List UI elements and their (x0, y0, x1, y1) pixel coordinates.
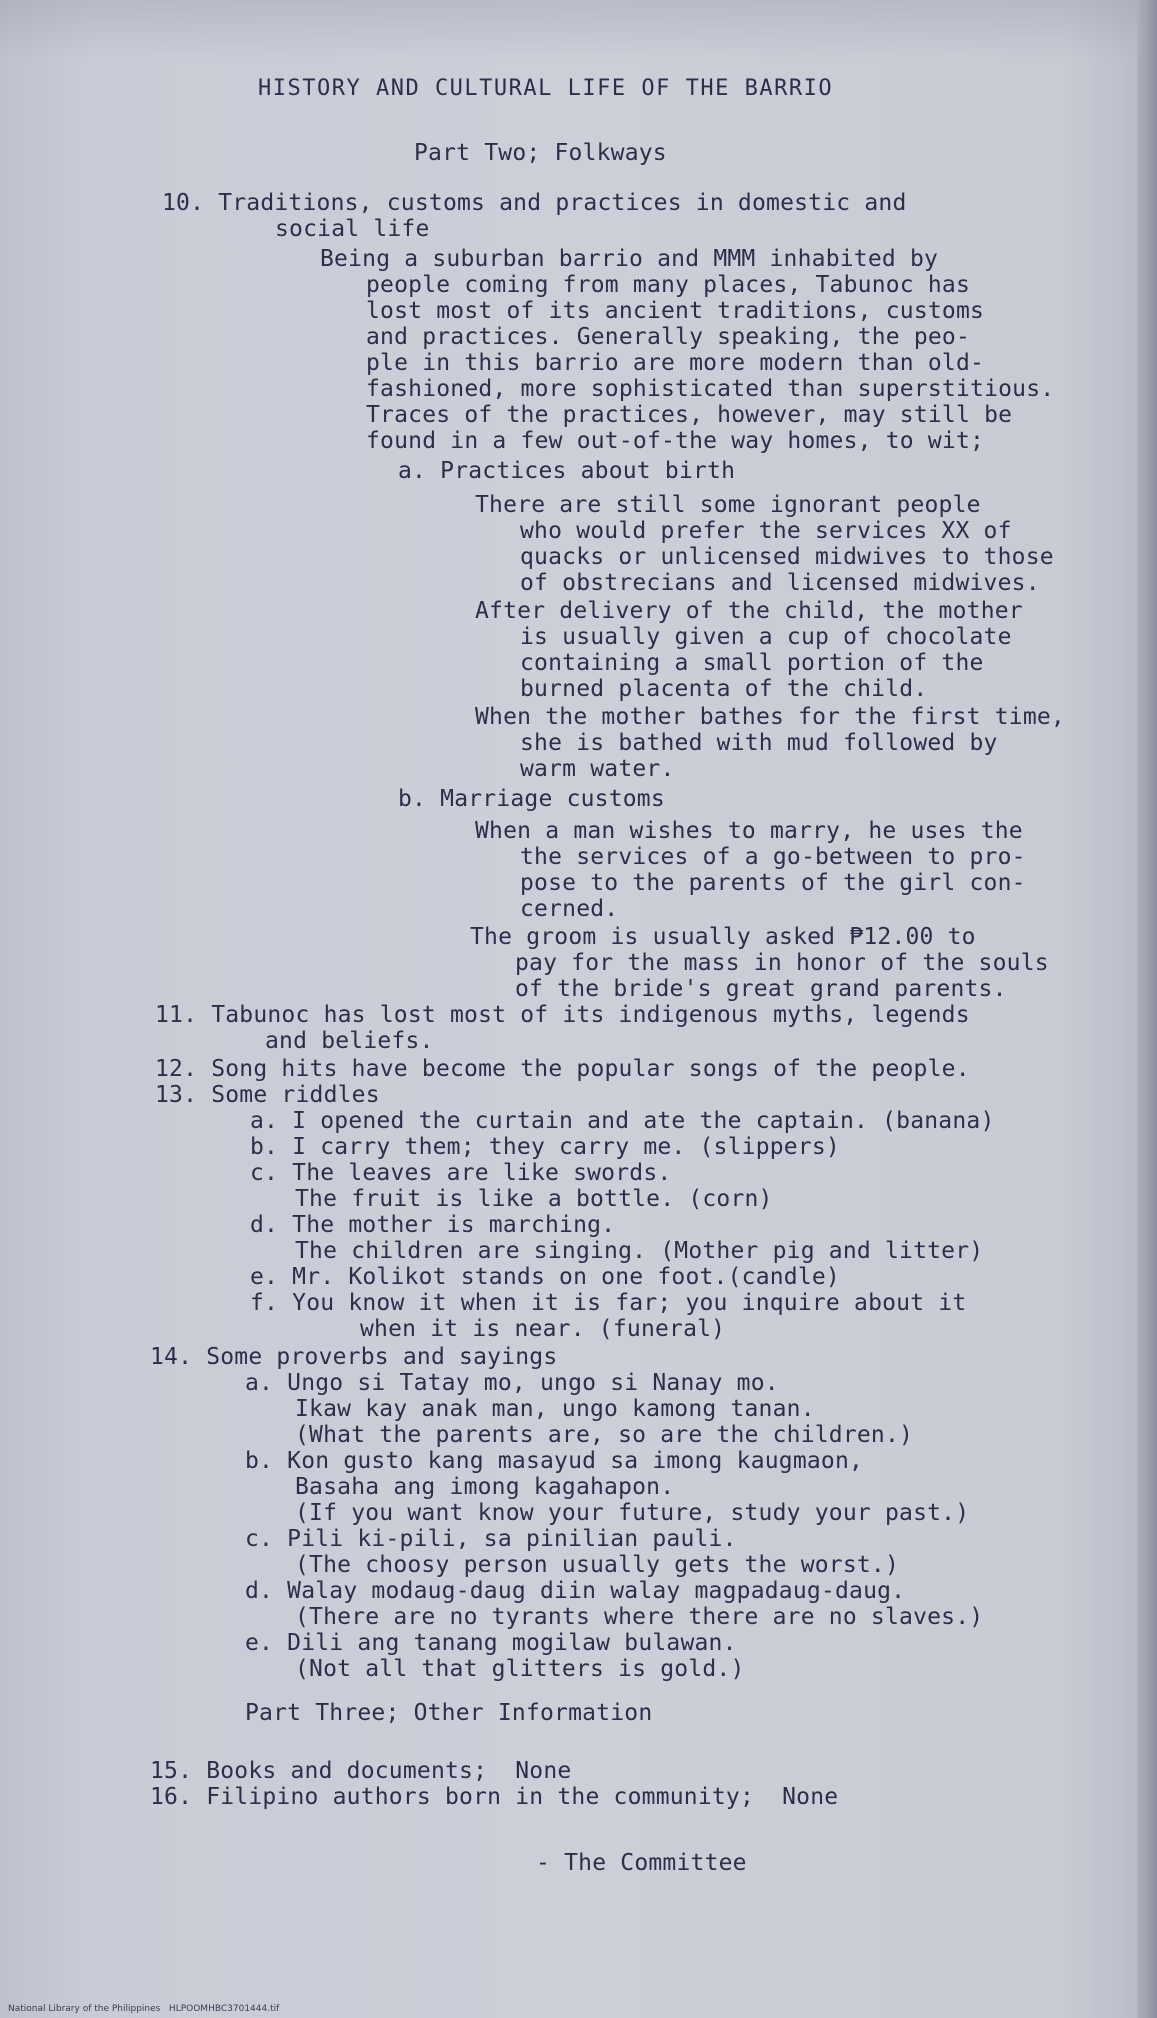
section-a-line: quacks or unlicensed midwives to those (520, 544, 1054, 570)
intro-line: Traces of the practices, however, may still be (366, 402, 1013, 428)
section-a-line: containing a small portion of the (520, 650, 984, 676)
proverb-line: c. Pili ki-pili, sa pinilian pauli. (245, 1526, 737, 1552)
proverb-line: (The choosy person usually gets the worst.) (295, 1552, 900, 1578)
item-16: 16. Filipino authors born in the community; None (150, 1784, 839, 1810)
item-15: 15. Books and documents; None (150, 1758, 572, 1784)
section-b-line: pay for the mass in honor of the souls (515, 950, 1049, 976)
section-a-line: burned placenta of the child. (520, 676, 928, 702)
proverb-line: Basaha ang imong kagahapon. (295, 1474, 675, 1500)
riddle-line: f. You know it when it is far; you inquire about it (250, 1290, 967, 1316)
proverb-line: d. Walay modaug-daug diin walay magpadaug-daug. (245, 1578, 906, 1604)
riddle-line: c. The leaves are like swords. (250, 1160, 672, 1186)
section-b-line: pose to the parents of the girl con- (520, 870, 1026, 896)
intro-line: people coming from many places, Tabunoc has (366, 272, 971, 298)
proverb-line: b. Kon gusto kang masayud sa imong kaugmaon, (245, 1448, 864, 1474)
section-a-line: she is bathed with mud followed by (520, 730, 998, 756)
proverb-line: Ikaw kay anak man, ungo kamong tanan. (295, 1396, 815, 1422)
intro-line: Being a suburban barrio and MMM inhabited by (320, 246, 939, 272)
document-title: HISTORY AND CULTURAL LIFE OF THE BARRIO (258, 76, 834, 101)
section-a-line: is usually given a cup of chocolate (520, 624, 1012, 650)
section-a-line: of obstrecians and licensed midwives. (520, 570, 1040, 596)
section-a-line: After delivery of the child, the mother (475, 598, 1023, 624)
signature: - The Committee (536, 1850, 747, 1876)
section-b-line: cerned. (520, 896, 619, 922)
item-10-heading: 10. Traditions, customs and practices in domestic and (162, 190, 907, 216)
intro-line: fashioned, more sophisticated than superstitious. (366, 376, 1055, 402)
riddle-line: The children are singing. (Mother pig and litter) (295, 1238, 984, 1264)
page-edge (1137, 0, 1157, 2018)
riddle-line: e. Mr. Kolikot stands on one foot.(candle) (250, 1264, 840, 1290)
riddle-line: when it is near. (funeral) (360, 1316, 726, 1342)
section-b-heading: b. Marriage customs (398, 786, 665, 812)
item-11: 11. Tabunoc has lost most of its indigenous myths, legends (155, 1002, 970, 1028)
section-a-heading: a. Practices about birth (398, 458, 736, 484)
part-three-heading: Part Three; Other Information (245, 1700, 653, 1726)
item-10-heading-cont: social life (275, 216, 430, 242)
item-12: 12. Song hits have become the popular songs of the people. (155, 1056, 970, 1082)
section-b-line: the services of a go-between to pro- (520, 844, 1026, 870)
riddle-line: The fruit is like a bottle. (corn) (295, 1186, 773, 1212)
item-13-heading: 13. Some riddles (155, 1082, 380, 1108)
proverb-line: (What the parents are, so are the children.) (295, 1422, 914, 1448)
riddle-line: d. The mother is marching. (250, 1212, 616, 1238)
page-shadow-top (0, 0, 1157, 60)
riddle-line: a. I opened the curtain and ate the captain. (banana) (250, 1108, 995, 1134)
section-a-line: There are still some ignorant people (475, 492, 981, 518)
section-a-line: warm water. (520, 756, 675, 782)
part-two-heading: Part Two; Folkways (414, 140, 667, 166)
riddle-line: b. I carry them; they carry me. (slippers) (250, 1134, 840, 1160)
proverb-line: (If you want know your future, study your past.) (295, 1500, 970, 1526)
section-b-line: When a man wishes to marry, he uses the (475, 818, 1023, 844)
section-b-line: The groom is usually asked ₱12.00 to (470, 924, 976, 950)
proverb-line: e. Dili ang tanang mogilaw bulawan. (245, 1630, 737, 1656)
proverb-line: (There are no tyrants where there are no slaves.) (295, 1604, 984, 1630)
intro-line: lost most of its ancient traditions, customs (366, 298, 985, 324)
proverb-line: a. Ungo si Tatay mo, ungo si Nanay mo. (245, 1370, 779, 1396)
intro-line: ple in this barrio are more modern than old- (366, 350, 985, 376)
intro-line: and practices. Generally speaking, the peo- (366, 324, 971, 350)
section-a-line: who would prefer the services XX of (520, 518, 1012, 544)
intro-line: found in a few out-of-the way homes, to wit; (366, 428, 985, 454)
section-a-line: When the mother bathes for the first time, (475, 704, 1065, 730)
item-14-heading: 14. Some proverbs and sayings (150, 1344, 558, 1370)
item-11-cont: and beliefs. (265, 1028, 434, 1054)
scan-footer: National Library of the Philippines HLPOOMHBC3701444.tif (8, 2004, 280, 2014)
section-b-line: of the bride's great grand parents. (515, 976, 1007, 1002)
proverb-line: (Not all that glitters is gold.) (295, 1656, 745, 1682)
